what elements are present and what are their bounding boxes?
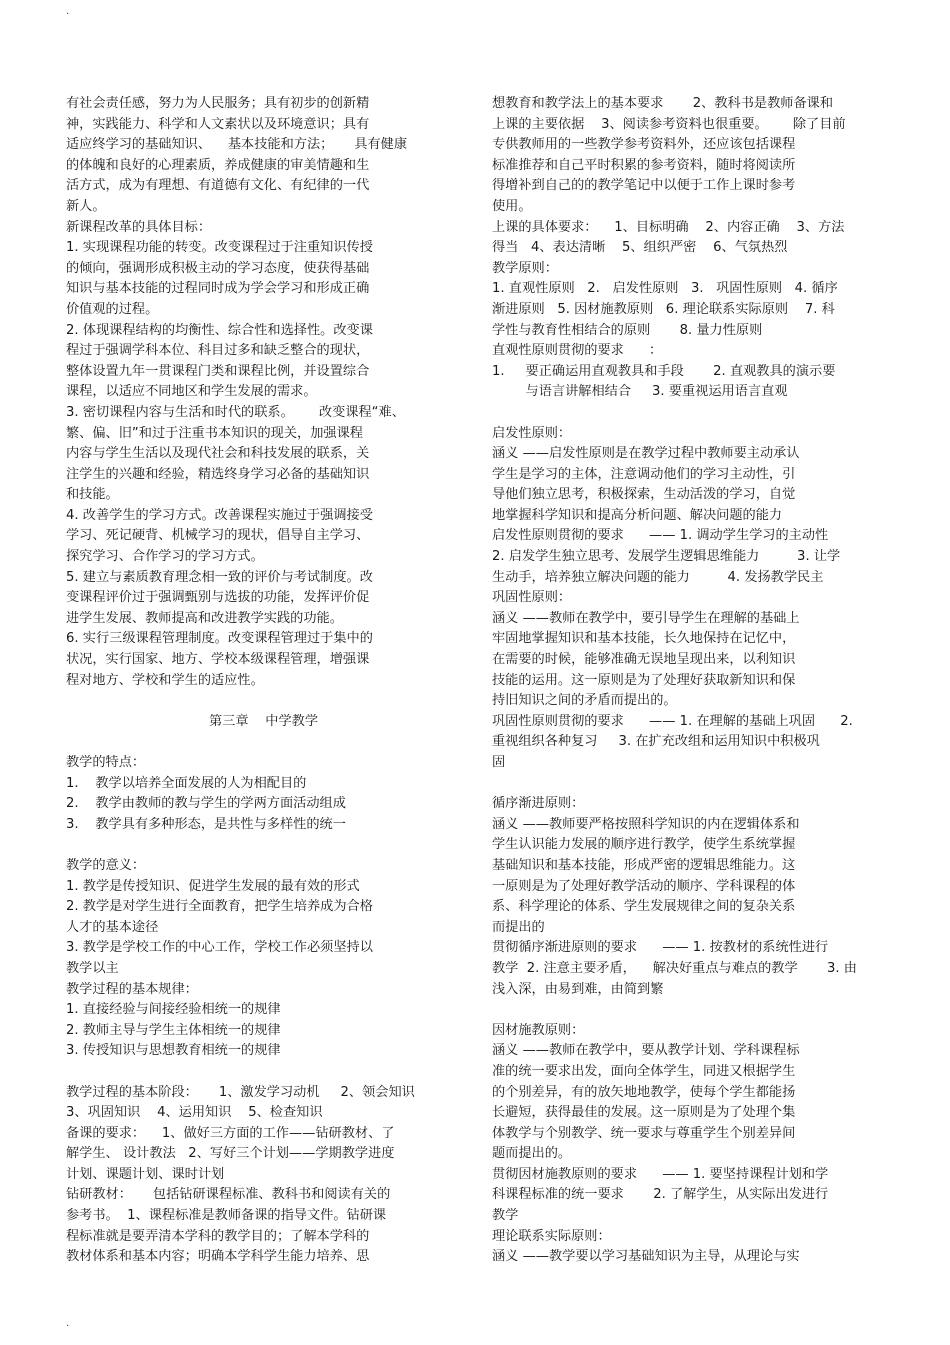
text-line: 备课的要求： 1、做好三方面的工作——钻研教材、了: [66, 1125, 395, 1141]
text-line: 2. 教师主导与学生主体相统一的规律: [66, 1022, 281, 1038]
text-line: 教学的特点：: [66, 755, 146, 770]
text-line: 牢固地掌握知识和基本技能，长久地保持在记忆中，: [492, 631, 796, 647]
text-line: 技能的运用。这一原则是为了处理好获取新知识和保: [492, 672, 796, 688]
text-line: 系、科学理论的体系、学生发展规律之间的复杂关系: [492, 899, 796, 915]
text-line: 状况，实行国家、地方、学校本级课程管理，增强课: [66, 652, 370, 668]
text-line: 活方式，成为有理想、有道德有文化、有纪律的一代: [66, 178, 370, 194]
text-line: 循序渐进原则：: [492, 796, 585, 812]
text-line: 程对地方、学校和学生的适应性。: [66, 672, 264, 688]
text-line: 的倾向，强调形成积极主动的学习态度，使获得基础: [66, 260, 370, 276]
text-line: 教学: [492, 1208, 519, 1224]
text-line: 钻研教材： 包括钻研课程标准、教科书和阅读有关的: [66, 1187, 391, 1203]
text-line: 适应终学习的基础知识、 基本技能和方法； 具有健康: [66, 137, 408, 153]
text-line: 涵义 ——教师在教学中，要从教学计划、学科课程标: [492, 1043, 800, 1059]
text-line: 持旧知识之间的矛盾而提出的。: [492, 693, 677, 709]
page-mark-top: .: [66, 6, 70, 17]
text-line: 得增补到自己的的教学笔记中以便于工作上课时参考: [492, 178, 796, 194]
text-line: 涵义 ——教师在教学中，要引导学生在理解的基础上: [492, 610, 800, 626]
text-line: 内容与学生生活以及现代社会和科技发展的联系，关: [66, 446, 370, 462]
blank-line: [492, 774, 892, 795]
text-line: 进学生发展、教师提高和改进教学实践的功能。: [66, 610, 343, 626]
text-line: 学生是学习的主体，注意调动他们的学习主动性，引: [492, 466, 796, 482]
text-line: 涵义 ——启发性原则是在教学过程中教师要主动承认: [492, 446, 800, 462]
text-line: 贯彻循序渐进原则的要求 —— 1. 按教材的系统性进行: [492, 940, 829, 956]
text-line: 变课程评价过于强调甄别与选拔的功能，发挥评价促: [66, 590, 370, 606]
text-line: 参考书。 1、课程标准是教师备课的指导文件。钻研课: [66, 1208, 387, 1224]
text-line: 人才的基本途径: [66, 919, 159, 935]
blank-line: [66, 691, 461, 712]
text-line: 学性与教育性相结合的原则 8. 量力性原则: [492, 322, 763, 338]
text-line: 计划、课题计划、课时计划: [66, 1166, 225, 1182]
text-line: 而提出的: [492, 919, 545, 935]
text-line: 的个别差异，有的放矢地地教学，使每个学生都能扬: [492, 1084, 796, 1100]
text-line: 专供教师用的一些教学参考资料外，还应该包括课程: [492, 137, 796, 153]
left-text-column: [66, 94, 461, 1268]
text-line: 因材施教原则：: [492, 1022, 585, 1038]
text-line: 繁、偏、旧”和过于注重书本知识的现关，加强课程: [66, 425, 363, 441]
text-line: 1. 直接经验与间接经验相统一的规律: [66, 1002, 281, 1018]
text-line: 课程，以适应不同地区和学生发展的需求。: [66, 384, 317, 400]
text-line: 3. 传授知识与思想教育相统一的规律: [66, 1043, 281, 1059]
text-line: 3. 教学是学校工作的中心工作，学校工作必须坚持以: [66, 940, 373, 956]
blank-line: [66, 1062, 461, 1083]
text-line: 神，实践能力、科学和人文素状以及环境意识；具有: [66, 116, 370, 132]
text-line: 知识与基本技能的过程同时成为学会学习和形成正确: [66, 281, 370, 297]
text-line: 题而提出的。: [492, 1146, 572, 1162]
blank-line: [492, 403, 892, 424]
text-line: 使用。: [492, 198, 532, 214]
text-line: 巩固性原则：: [492, 590, 572, 606]
text-line: 得当 4、表达清晰 5、组织严密 6、气氛热烈: [492, 240, 788, 256]
chapter-heading: 第三章 中学教学: [208, 713, 319, 729]
text-line: 上课的具体要求： 1、目标明确 2、内容正确 3、方法: [492, 219, 845, 235]
text-line: 启发性原则：: [492, 425, 572, 441]
text-line: 教材体系和基本内容；明确本学科学生能力培养、思: [66, 1249, 370, 1265]
text-line: 3、巩固知识 4、运用知识 5、检查知识: [66, 1105, 323, 1121]
text-line: 一原则是为了处理好教学活动的顺序、学科课程的体: [492, 878, 796, 894]
text-line: 教学过程的基本规律：: [66, 981, 198, 997]
text-line: 1. 直观性原则 2. 启发性原则 3. 巩固性原则 4. 循序: [492, 281, 838, 297]
text-line: 启发性原则贯彻的要求 —— 1. 调动学生学习的主动性: [492, 528, 829, 544]
text-line: 基础知识和基本技能，形成严密的逻辑思维能力。这: [492, 857, 796, 873]
text-line: 5. 建立与素质教育理念相一致的评价与考试制度。改: [66, 569, 373, 585]
text-line: 程过于强调学科本位、科目过多和缺乏整合的现状，: [66, 343, 370, 359]
text-line: 导他们独立思考，积极探索，生动活泼的学习，自觉: [492, 487, 796, 503]
text-line: 2. 启发学生独立思考、发展学生逻辑思维能力 3. 让学: [492, 549, 841, 565]
text-line: 直观性原则贯彻的要求 ：: [492, 343, 663, 359]
text-line: 4. 改善学生的学习方式。改善课程实施过于强调接受: [66, 507, 373, 523]
text-line: 整体设置九年一贯课程门类和课程比例，并设置综合: [66, 363, 370, 379]
text-line: 1. 教学以培养全面发展的人为相配目的: [66, 775, 307, 791]
text-line: 浅入深，由易到难，由简到繁: [492, 981, 664, 997]
text-line: 学生认识能力发展的顺序进行教学，使学生系统掌握: [492, 837, 796, 853]
text-line: 3. 教学具有多种形态，是共性与多样性的统一: [66, 816, 346, 832]
text-line: 上课的主要依据 3、阅读参考资料也很重要。 除了目前: [492, 116, 846, 132]
text-line: 生动手，培养独立解决问题的能力 4. 发扬教学民主: [492, 569, 824, 585]
text-line: 1. 要正确运用直观教具和手段 2. 直观教具的演示要: [492, 363, 836, 379]
text-line: 教学以主: [66, 960, 119, 976]
text-line: 理论联系实际原则：: [492, 1228, 611, 1244]
blank-line: [66, 835, 461, 856]
text-line: 在需要的时候，能够准确无误地呈现出来，以利知识: [492, 652, 796, 668]
text-line: 解学生、 设计教法 2、写好三个计划——学期教学进度: [66, 1146, 395, 1162]
text-line: 渐进原则 5. 因材施教原则 6. 理论联系实际原则 7. 科: [492, 301, 835, 317]
text-line: 教学过程的基本阶段： 1、激发学习动机 2、领会知识: [66, 1084, 415, 1100]
text-line: 新课程改革的具体目标：: [66, 219, 212, 235]
text-line: 新人。: [66, 198, 106, 214]
blank-line: [66, 732, 461, 753]
text-line: 与语言讲解相结合 3. 要重视运用语言直观: [492, 384, 788, 400]
text-line: 2. 体现课程结构的均衡性、综合性和选择性。改变课: [66, 322, 373, 338]
text-line: 贯彻因材施教原则的要求 —— 1. 要坚持课程计划和学: [492, 1166, 829, 1182]
text-line: 2. 教学由教师的教与学生的学两方面活动组成: [66, 796, 346, 812]
text-line: 学习、死记硬背、机械学习的现状，倡导自主学习、: [66, 528, 370, 544]
text-line: 程标准就是要弄清本学科的教学目的；了解本学科的: [66, 1228, 370, 1244]
text-line: 想教育和教学法上的基本要求 2、教科书是教师备课和: [492, 96, 834, 111]
text-line: 体教学与个别教学、统一要求与尊重学生个别差异间: [492, 1125, 796, 1141]
text-line: 注学生的兴趣和经验，精选终身学习必备的基础知识: [66, 466, 370, 482]
text-line: 准的统一要求出发，面向全体学生，同进又根据学生: [492, 1063, 796, 1079]
text-line: 巩固性原则贯彻的要求 —— 1. 在理解的基础上巩固 2.: [492, 713, 853, 729]
text-line: 长避短，获得最佳的发展。这一原则是为了处理个集: [492, 1105, 796, 1121]
text-line: 教学 2. 注意主要矛盾， 解决好重点与难点的教学 3. 由: [492, 960, 857, 976]
text-line: 2. 教学是对学生进行全面教育，把学生培养成为合格: [66, 899, 373, 915]
text-line: 教学原则：: [492, 260, 558, 276]
text-line: 的体魄和良好的心理素质，养成健康的审美情趣和生: [66, 157, 370, 173]
text-line: 和技能。: [66, 487, 119, 503]
text-line: 有社会责任感，努力为人民服务；具有初步的创新精: [66, 96, 370, 111]
text-line: 价值观的过程。: [66, 301, 159, 317]
page-mark-bottom: .: [66, 1318, 70, 1329]
text-line: 科课程标准的统一要求 2. 了解学生，从实际出发进行: [492, 1187, 829, 1203]
text-line: 1. 教学是传授知识、促进学生发展的最有效的形式: [66, 878, 360, 894]
text-line: 涵义 ——教师要严格按照科学知识的内在逻辑体系和: [492, 816, 800, 832]
text-line: 3. 密切课程内容与生活和时代的联系。 改变课程“难、: [66, 404, 405, 420]
blank-line: [492, 1000, 892, 1021]
text-line: 标准推荐和自己平时积累的参考资料，随时将阅读所: [492, 157, 796, 173]
text-line: 6. 实行三级课程管理制度。改变课程管理过于集中的: [66, 631, 373, 647]
text-line: 地掌握科学知识和提高分析问题、解决问题的能力: [492, 507, 783, 523]
text-line: 涵义 ——教学要以学习基础知识为主导，从理论与实: [492, 1249, 800, 1265]
text-line: 固: [492, 755, 506, 770]
text-line: 教学的意义：: [66, 857, 146, 873]
right-text-column: [492, 94, 892, 1268]
text-line: 重视组织各种复习 3. 在扩充改组和运用知识中积极巩: [492, 734, 820, 750]
text-line: 探究学习、合作学习的学习方式。: [66, 549, 264, 565]
text-line: 1. 实现课程功能的转变。改变课程过于注重知识传授: [66, 240, 373, 256]
